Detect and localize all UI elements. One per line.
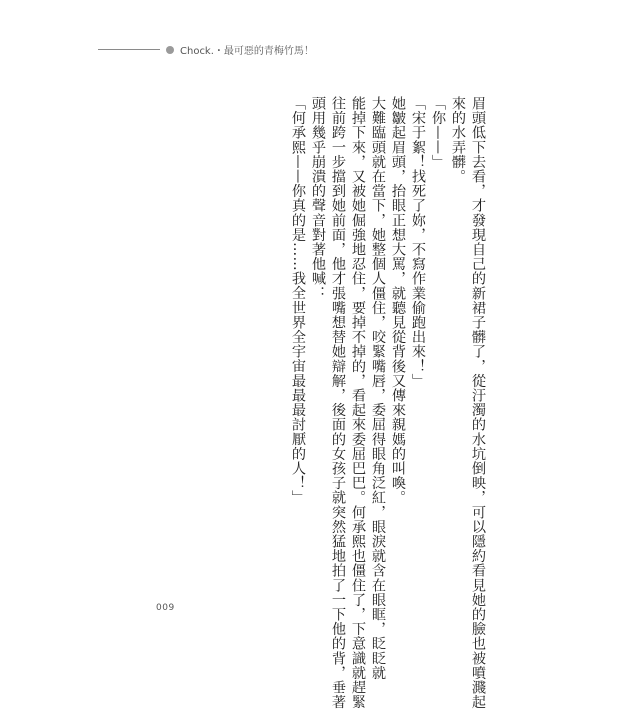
header-rule bbox=[98, 49, 160, 50]
text-line: 「何承熙——你真的是……我全世界全宇宙最最最討厭的人！」 bbox=[290, 96, 306, 505]
page-number: 009 bbox=[156, 603, 175, 613]
header-dot-icon bbox=[166, 46, 174, 54]
text-line: 眉頭低下去看，才發現自己的新裙子髒了，從汙濁的水坑倒映，可以隱約看見她的臉也被噴濺起 bbox=[470, 96, 486, 709]
text-line: 大難臨頭就在當下，她整個人僵住，咬緊嘴唇，委屈得眼角泛紅，眼淚就含在眼眶，眨眨就 bbox=[370, 96, 386, 680]
text-line: 她皺起眉頭，抬眼正想大罵，就聽見從背後又傳來親媽的叫喚。 bbox=[390, 96, 406, 505]
body-text bbox=[288, 96, 488, 709]
text-line: 頭用幾乎崩潰的聲音對著他喊： bbox=[310, 96, 326, 301]
text-line: 往前跨一步擋到她前面，他才張嘴想替她辯解，後面的女孩子就突然猛地拍了一下他的背，垂著 bbox=[330, 96, 346, 709]
text-line: 來的水弄髒。 bbox=[450, 96, 466, 184]
running-title: Chock.・最可惡的青梅竹馬！ bbox=[180, 46, 314, 57]
text-line: 能掉下來，又被她倔強地忍住，要掉不掉的，看起來委屈巴巴。何承熙也僵住了，下意識就趕緊 bbox=[350, 96, 366, 709]
running-header bbox=[98, 42, 314, 57]
text-line: 「你——」 bbox=[430, 96, 446, 169]
text-line: 「宋于絮！找死了妳，不寫作業偷跑出來！」 bbox=[410, 96, 426, 388]
